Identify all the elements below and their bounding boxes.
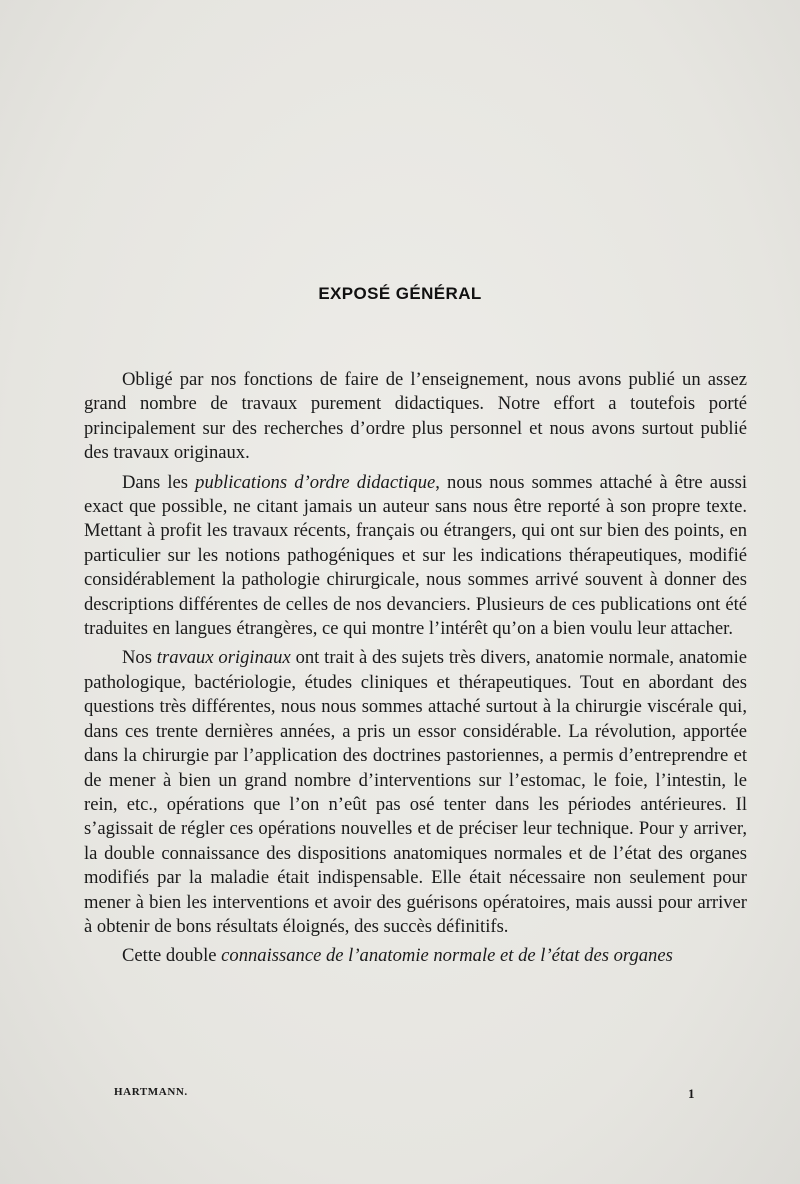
paragraph-2-italic: publications d’ordre didactique [195,471,436,493]
paragraph-3 [84,646,747,939]
paragraph-3-lead: Nos [122,647,157,669]
signature-mark: HARTMANN. [114,1086,188,1098]
paragraph-2-lead: Dans les [122,471,196,493]
body-text [84,368,747,974]
paragraph-4-italic: connaissance de l’anatomie normale et de l’état des organes [221,945,673,967]
paragraph-2 [84,471,747,642]
paragraph-2-rest: , nous nous sommes attaché à être aussi exact que possible, ne citant jamais un auteur sans nous être reporté à son propre texte. Mettant à profit les travaux récents, français ou étrangers, qui ont sur bien des points, en particulier sur les notions pathogéniques et sur les indications thérapeutiques, modifié considérablement la pathologie chirurgicale, nous sommes arrivé souvent à donner des descriptions différentes de celles de nos devanciers. Plusieurs de ces publications ont été traduites en langues étrangères, ce qui montre l’intérêt qu’on a bien voulu leur attacher. [84,471,747,640]
paragraph-1: Obligé par nos fonctions de faire de l’enseignement, nous avons publié un assez grand nombre de travaux purement didactiques. Notre effort a toutefois porté principalement sur des recherches d’ordre plus personnel et nous avons surtout publié des travaux originaux. [84,369,747,464]
paragraph-4-lead: Cette double [122,945,222,967]
page-title: EXPOSÉ GÉNÉRAL [318,284,482,303]
paragraph-3-italic: travaux originaux [156,647,291,669]
page-number: 1 [688,1086,696,1101]
paragraph-3-rest: ont trait à des sujets très divers, anatomie normale, anatomie pathologique, bactériologie, études cliniques et thérapeutiques. Tout en abordant des questions très différentes, nous nous sommes attaché surtout à la chirurgie viscérale qui, dans ces trente dernières années, a pris un essor considérable. La révolution, apportée dans la chirurgie par l’application des doctrines pastoriennes, a permis d’entreprendre et de mener à bien un grand nombre d’interventions sur l’estomac, le foie, l’intestin, le rein, etc., opérations que l’on n’eût pas osé tenter dans les périodes antérieures. Il s’agissait de régler ces opérations nouvelles et de préciser leur technique. Pour y arriver, la double connaissance des dispositions anatomiques normales et de l’état des organes modifiés par la maladie était indispensable. Elle était nécessaire non seulement pour mener à bien les interventions et avoir des guérisons opératoires, mais aussi pour arriver à obtenir de bons résultats éloignés, des succès définitifs. [84,647,747,937]
paragraph-4 [84,944,747,968]
